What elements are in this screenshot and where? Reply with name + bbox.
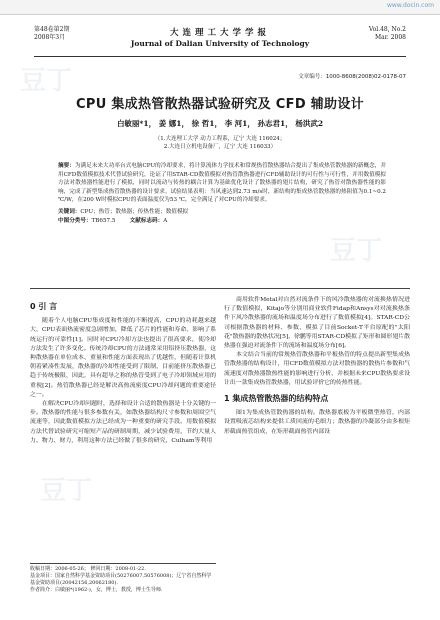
journal-name-en: Journal of Dalian University of Technology	[130, 39, 310, 48]
keywords-text: CPU；热管；散热器；传热性能；数值模拟	[80, 208, 189, 215]
site-watermark: www.docin.com	[386, 2, 434, 9]
body-paragraph: 本文结合当前的常规热管散热器和平板热管的特点提出新型集成热管散热器的结构设计，用CFD数值模拟方法对散热器的散热片参数和气流速度对散热器散热性能的影响进行分析，并根据未来CPU散热要求设计出一款集成热管散热器，用试验评价它的传热性能。	[224, 352, 410, 386]
footnote: 收稿日期：2006-05-26； 修回日期：2008-01-22. 基金项目：国家自然科学基金资助项目(50276007,50576008)；辽宁省自然科学基金资助项目(20042156,20062180). 作者简介：白敏丽*(1962-)，女，博士，教授，博士生导师.	[30, 563, 216, 594]
body-paragraph: 商用软件Metal对自然对流条件下的风冷散热器的对流换热情况进行了数值模拟，Kitajo等分别用商业软件Fidap和Ansys对对流换热条件下风冷散热器的流场和温度场分布进行了数值模拟[4]。STAR-CD公司根据散热器的材料、参数，模拟了目前Socket-T平台原配的"太阳花"散热器的散热状况[5]，徐鹏等用STAR-CD模拟了矩形和圆形翅片散热器在强迫对流条件下的流场和温度场分布[6]。	[224, 297, 410, 350]
body-paragraph: 随着个人电脑CPU集成度和性能的不断提高，CPU的功耗越来越大，CPU表面热流密度急剧增加，降低了芯片的性能和寿命，影响了系统运行的可靠性[1]。同时对CPU冷却方法也提出了很高要求，使冷却方法发生了许多变化。传统冷却CPU的方法通常采用铝挤压散热器，这种散热器在单位成本、重量和性能方面表现出了优越性，但随着计算机朝着紧凑性发展，散热器的冷却性能受到了限制，目前能挤压散热器已趋于传统极限，因此，具有超导之称的热管受到了电子冷却领域应用的重视[2]。热管散热器已经是解决高热流密度CPU冷却问题的重要途径之一。	[30, 318, 216, 398]
issue-info-left: 第48卷第2期 2008年3月	[34, 26, 70, 41]
journal-name	[34, 26, 406, 48]
body-paragraph: 图1为集成热管散热器的结构。散热器底板为平板微型热管，内部设置吸液芯结构来提供工质回流的毛细力；散热器的冷凝部分由多根矩形截面热管组成，在矩形截面热管内部设	[224, 410, 410, 435]
top-toolbar	[0, 0, 440, 15]
body-paragraph: 在解决CPU冷却问题时，选择和设计合适的散热器是十分关键的一步。散热器的性能与很多参数有关，如散热器结构尺寸参数和周围空气流速等，因此数值模拟方法已经成为一种重要的研究手段。用数值模拟方法代替试验研究可缩短产品的研制周期，减少试验费用，节约大量人力、物力、财力，利用这种方法已经做了很多的研究，Culham等利用	[30, 401, 216, 444]
keywords	[58, 208, 386, 217]
article-number: 文章编号：1000-8608(2008)02-0178-07	[298, 74, 406, 80]
abstract-text: 为满足未来大功率台式电脑CPU的冷却要求，将计算流体力学技术和常规热管散热器结合提出了集成热管散热器的新概念，并用CFD数值模拟技术代替试验研究，论证了用STAR-CD数值模拟对热管散热器进行CFD辅助设计的可行性与可行性，并用数值模拟方法对散热器性能进行了模拟，同时以流动与传热的耦合计算为基础优化设计了散热器的翅片结构，研究了热管对散热器性能的影响，完成了新型集成热管散热器的设计要求。试验结果表明：当风速达到2.73 m/s时，新结构的集成热管散热器的热阻值为0.1~0.2 ℃/W，在200 W时模拟CPU的表面温度仅为53 ℃，完全满足了对CPU的冷却要求。	[58, 163, 386, 204]
background-watermark: 豆丁	[20, 66, 73, 96]
left-column	[30, 296, 216, 446]
divider	[30, 288, 410, 289]
affiliations: （1.大连理工大学 动力工程系，辽宁 大连 116024； 2.大连日立机电设备厂，辽宁 大连 116033）	[154, 136, 286, 150]
journal-header	[34, 26, 406, 57]
paper-title: CPU 集成热管散热器试验研究及 CFD 辅助设计	[76, 97, 364, 112]
section-heading: 0 引 言	[30, 302, 58, 311]
classification: 中图分类号：TB657.5 文献标志码：A	[58, 217, 168, 224]
author-list: 白敏丽*1， 姜 娜1， 徐 哲1， 李 河1， 孙志君1， 杨洪武2	[116, 119, 324, 128]
background-watermark: 豆丁	[40, 476, 93, 506]
right-column	[224, 296, 410, 437]
abstract-label: 摘要：	[58, 163, 75, 169]
abstract-block	[58, 162, 386, 225]
background-watermark: 豆丁	[330, 236, 383, 266]
section-heading: 1 集成热管散热器的结构特点	[224, 394, 329, 404]
abstract	[58, 162, 386, 205]
issue-info-right: Vol.48, No.2 Mar. 2008	[368, 26, 406, 41]
keywords-label: 关键词：	[58, 208, 81, 215]
journal-name-cn: 大连理工大学学报	[169, 28, 270, 38]
